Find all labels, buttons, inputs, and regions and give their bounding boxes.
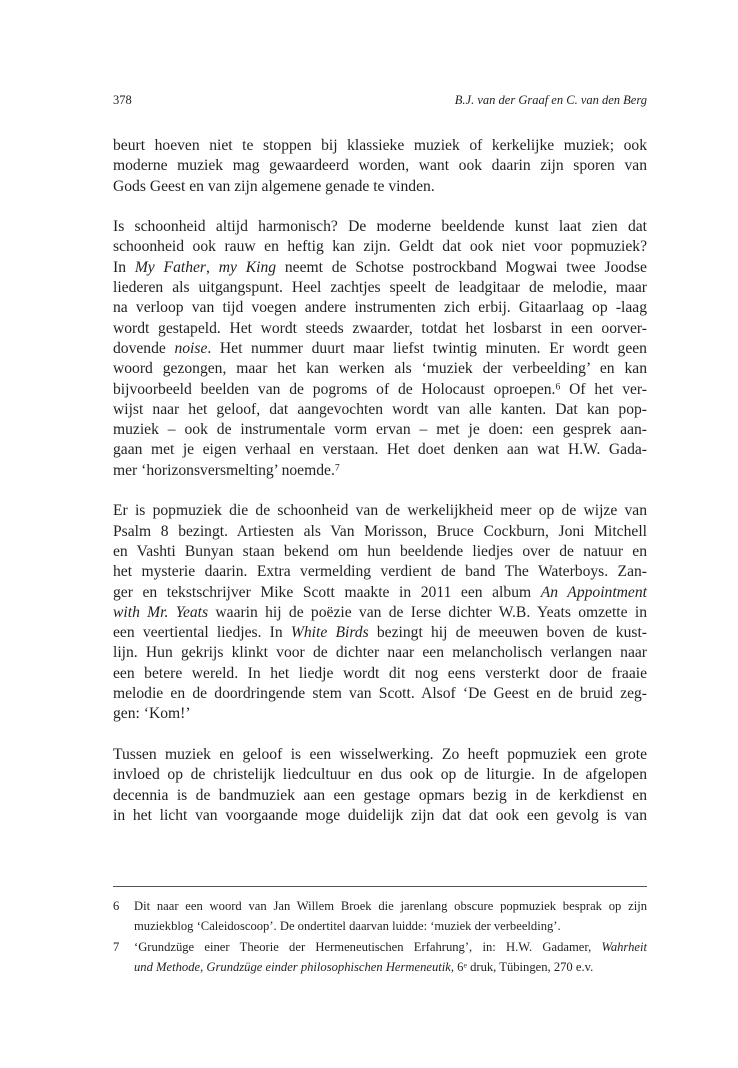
- text-line: [113, 380, 647, 400]
- text-run: in het licht van voorgaande moge duidelijk zijn dat dat ook een gevolg is van: [113, 806, 647, 824]
- text-run: en Vashti Bunyan staan bekend om hun beeldende liedjes over de natuur en: [113, 542, 647, 560]
- text-run: muziek – ook de instrumentale vorm ervan – met je doen: een gesprek aan-: [113, 421, 647, 439]
- text-line: [113, 684, 647, 704]
- italic-title: noise: [174, 339, 208, 357]
- text-run: bezingt hij de meeuwen boven de kust-: [368, 624, 647, 642]
- text-run: lijn. Hun gekrijs klinkt voor de dichter naar een melancholisch verlangen naar: [113, 644, 647, 662]
- footnote-number: 6: [113, 899, 120, 913]
- paragraph: [113, 745, 647, 826]
- text-line: [113, 704, 647, 724]
- text-run: In: [113, 258, 135, 276]
- paragraph: [113, 136, 647, 197]
- text-line: [113, 217, 647, 237]
- text-run: ,: [205, 258, 219, 276]
- text-line: [113, 765, 647, 785]
- text-run: dovende: [113, 339, 175, 357]
- text-run: schoonheid ook rauw en heftig kan zijn. Geldt dat ook niet voor popmuziek?: [113, 238, 647, 256]
- page-number: 378: [113, 93, 132, 107]
- footnote: [113, 897, 647, 938]
- text-line: [113, 339, 647, 359]
- text-run: een betere wereld. In het liedje wordt dit nog eens versterkt door de fraaie: [113, 664, 647, 682]
- text-line: [113, 643, 647, 663]
- text-run: ger en tekstschrijver Mike Scott maakte in 2011 een album: [113, 583, 541, 601]
- text-run: beurt hoeven niet te stoppen bij klassieke muziek of kerkelijke muziek; ook: [113, 137, 647, 154]
- italic-title: White Birds: [290, 624, 369, 642]
- text-line: [113, 258, 647, 278]
- text-run: Psalm 8 bezingt. Artiesten als Van Morisson, Bruce Cockburn, Joni Mitchell: [113, 522, 647, 540]
- footnote-divider: [113, 886, 647, 887]
- text-line: [113, 603, 647, 623]
- text-line: [113, 806, 647, 826]
- text-run: Of het ver-: [560, 380, 647, 398]
- footnotes: [113, 897, 647, 978]
- text-run: bijvoorbeeld beelden van de pogroms of de Holocaust oproepen.: [113, 380, 556, 398]
- text-line: [113, 664, 647, 684]
- text-line: [134, 897, 647, 917]
- text-line: [113, 237, 647, 257]
- text-line: [113, 359, 647, 379]
- text-run: waarin hij de poëzie van de Ierse dichter W.B. Yeats omzette in: [208, 603, 647, 621]
- body-text: [113, 136, 647, 846]
- text-run: muziekblog ‘Caleidoscoop’. De ondertitel daarvan luidde: ‘muziek der verbeelding’.: [134, 919, 561, 934]
- text-line: [113, 745, 647, 765]
- text-run: woord gezongen, maar het kan werken als ‘muziek der verbeelding’ en kan: [113, 360, 647, 378]
- paragraph: [113, 501, 647, 724]
- text-line: [113, 501, 647, 521]
- text-run: 6: [454, 959, 464, 974]
- italic-title: und Methode, Grundzüge einder philosophischen Hermeneutik,: [134, 959, 455, 974]
- text-run: gen: ‘Kom!’: [113, 705, 191, 723]
- text-run: mer ‘horizonsversmelting’ noemde.: [113, 461, 335, 479]
- text-run: wijst naar het geloof, dat aangevochten wordt van alle kanten. Dat kan pop-: [113, 400, 647, 418]
- text-run: melodie en de doordringende stem van Scott. Alsof ‘De Geest en de bruid zeg-: [113, 685, 647, 703]
- text-run: na verloop van tijd voegen andere instrumenten zich erbij. Gitaarlaag op -laag: [113, 299, 647, 317]
- text-line: [113, 319, 647, 339]
- text-run: een veertiental liedjes. In: [113, 624, 291, 642]
- text-line: [113, 156, 647, 176]
- italic-title: with Mr. Yeats: [113, 603, 209, 621]
- text-run: gaan met je eigen verhaal en verstaan. Het doet denken aan wat H.W. Gada-: [113, 441, 647, 459]
- italic-title: my King: [218, 258, 277, 276]
- text-line: [134, 938, 647, 958]
- text-line: [113, 278, 647, 298]
- italic-title: Wahrheit: [601, 939, 647, 954]
- footnote: [113, 938, 647, 979]
- text-line: [113, 440, 647, 460]
- text-run: decennia is de bandmuziek aan een gestage opmars bezig in de kerkdienst en: [113, 786, 647, 804]
- text-line: [113, 136, 647, 156]
- text-run: wordt gestapeld. Het wordt steeds zwaarder, totdat het losbarst in een oorver-: [113, 319, 647, 337]
- paragraph: [113, 217, 647, 481]
- text-line: [113, 522, 647, 542]
- italic-title: An Appointment: [540, 583, 647, 601]
- italic-title: My Father: [134, 258, 206, 276]
- text-line: [113, 420, 647, 440]
- text-line: [134, 958, 647, 978]
- text-run: ‘Grundzüge einer Theorie der Hermeneutischen Erfahrung’, in: H.W. Gadamer,: [134, 939, 602, 954]
- text-run: Gods Geest en van zijn algemene genade te vinden.: [113, 177, 435, 195]
- text-run: Er is popmuziek die de schoonheid van de werkelijkheid meer op de wijze van: [113, 502, 647, 520]
- running-head-authors: B.J. van der Graaf en C. van den Berg: [454, 93, 647, 107]
- text-line: [134, 917, 647, 937]
- text-run: liederen als uitgangspunt. Heel zachtjes speelt de leadgitaar de melodie, maar: [113, 279, 647, 297]
- footnote-reference: 7: [334, 462, 340, 474]
- text-run: moderne muziek mag gewaardeerd worden, want ook daarin zijn sporen van: [113, 157, 647, 175]
- text-line: [113, 461, 647, 481]
- text-line: [113, 623, 647, 643]
- text-run: Dit naar een woord van Jan Willem Broek die jarenlang obscure popmuziek besprak op zijn: [134, 899, 647, 913]
- text-run: druk, Tübingen, 270 e.v.: [466, 959, 594, 974]
- text-line: [113, 400, 647, 420]
- text-run: het mysterie daarin. Extra vermelding verdient de band The Waterboys. Zan-: [113, 563, 647, 581]
- footnote-reference: e: [463, 960, 467, 970]
- text-line: [113, 562, 647, 582]
- text-run: Is schoonheid altijd harmonisch? De moderne beeldende kunst laat zien dat: [113, 218, 647, 236]
- footnote-reference: 6: [555, 381, 561, 393]
- running-header: [113, 93, 647, 111]
- text-line: [113, 177, 647, 197]
- text-run: neemt de Schotse postrockband Mogwai twee Joodse: [276, 258, 647, 276]
- text-run: . Het nummer duurt maar liefst twintig minuten. Er wordt geen: [207, 339, 647, 357]
- text-line: [113, 786, 647, 806]
- text-run: Tussen muziek en geloof is een wisselwerking. Zo heeft popmuziek een grote: [113, 745, 647, 763]
- text-run: invloed op de christelijk liedcultuur en dus ook op de liturgie. In de afgelopen: [113, 766, 647, 784]
- text-line: [113, 298, 647, 318]
- footnote-number: 7: [113, 939, 120, 954]
- text-line: [113, 583, 647, 603]
- text-line: [113, 542, 647, 562]
